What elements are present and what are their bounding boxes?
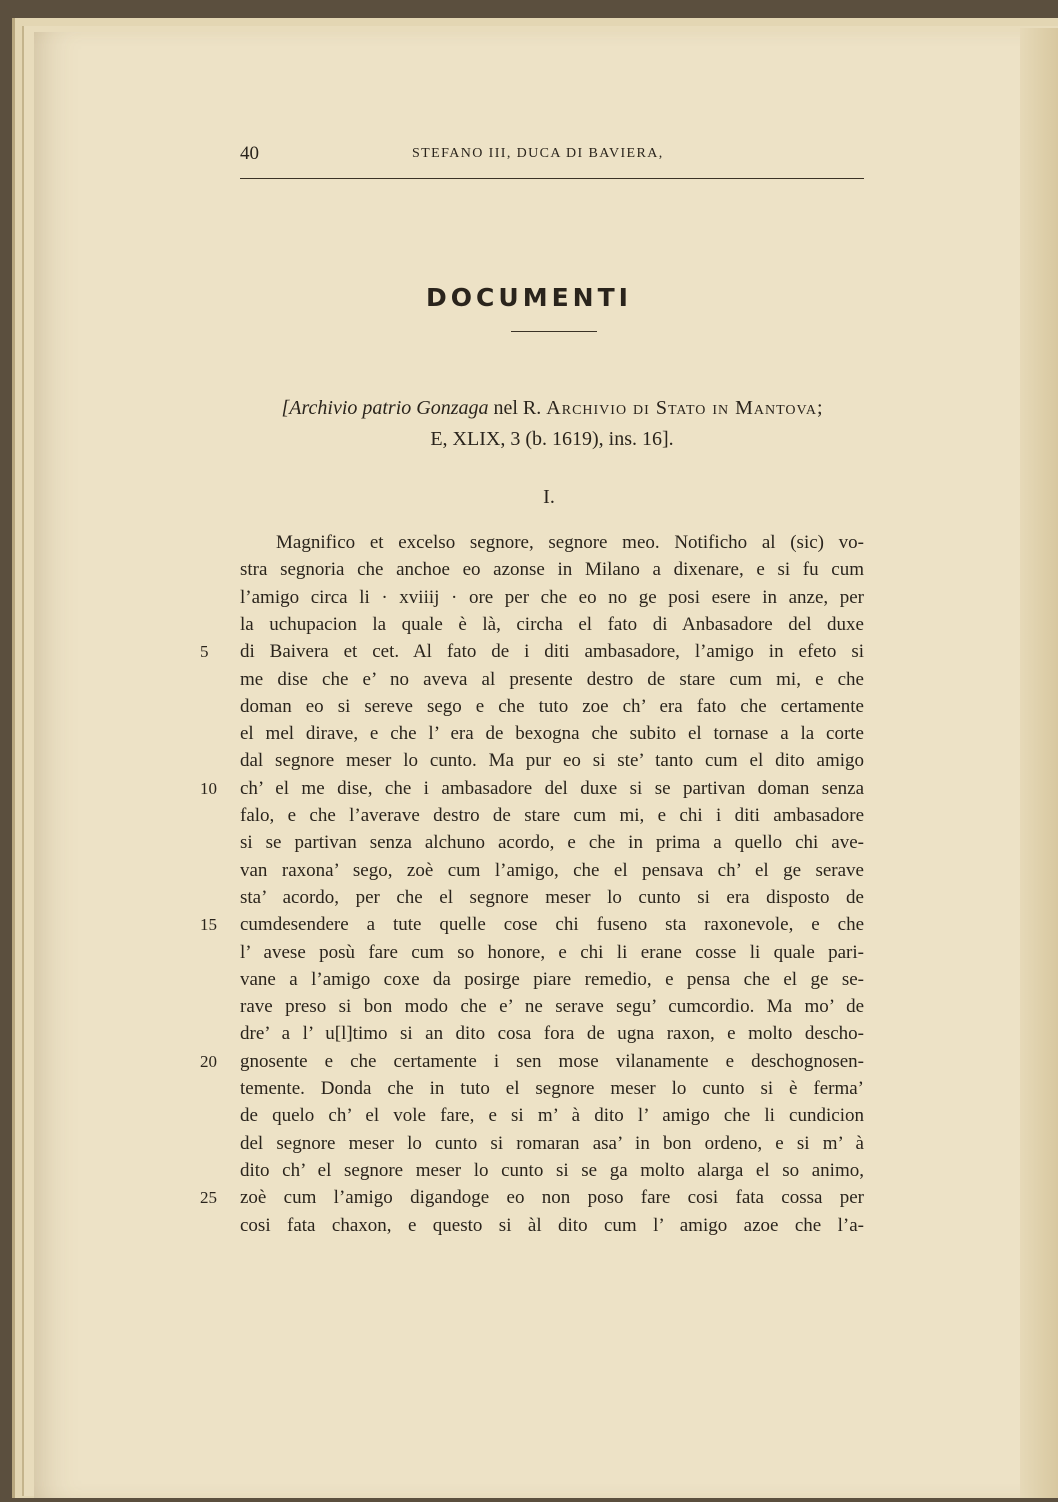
header-rule bbox=[240, 178, 864, 179]
body-text-line: vane a l’amigo coxe da posirge piare remedio, e pensa che el ge se- bbox=[240, 968, 864, 990]
section-title: DOCUMENTI bbox=[426, 283, 632, 312]
source-punct: ; bbox=[816, 397, 823, 419]
body-text-line: si se partivan senza alchuno acordo, e che in prima a quello chi ave- bbox=[240, 832, 864, 854]
body-text-line: l’amigo circa li · xviiij · ore per che eo no ge posi esere in anze, per bbox=[240, 586, 864, 608]
line-number: 25 bbox=[200, 1188, 217, 1208]
body-text-line: doman eo si sereve sego e che tuto zoe ch’ era fato che certamente bbox=[240, 695, 864, 717]
body-text-line: falo, e che l’averave destro de stare cum mi, e chi i diti ambasadore bbox=[240, 805, 864, 826]
running-head-title: STEFANO III, DUCA DI BAVIERA, bbox=[412, 146, 664, 161]
body-text-line: rave preso si bon modo che e’ ne serave segu’ cumcordio. Ma mo’ de bbox=[240, 996, 864, 1018]
line-number: 10 bbox=[200, 778, 217, 798]
page-gutter-edge bbox=[1020, 28, 1058, 1498]
title-rule bbox=[511, 331, 597, 332]
body-text-line: dal segnore meser lo cunto. Ma pur eo si ste’ tanto cum el dito amigo bbox=[240, 750, 864, 772]
body-text-line: l’ avese posù fare cum so honore, e chi li erane cosse li quale pari- bbox=[240, 941, 864, 963]
page-number: 40 bbox=[240, 143, 259, 164]
body-text-line: stra segnoria che anchoe eo azonse in Milano a dixenare, e si fu cum bbox=[240, 559, 864, 581]
body-text-line: sta’ acordo, per che el segnore meser lo cunto si era disposto de bbox=[240, 886, 864, 908]
line-number: 5 bbox=[200, 642, 209, 662]
body-text-line: la uchupacion la quale è là, circha el fato di Anbasadore del duxe bbox=[240, 613, 864, 635]
body-text-line: el mel dirave, e che l’ era de bexogna che subito el tornase a la corte bbox=[240, 723, 864, 745]
line-number: 15 bbox=[200, 915, 217, 935]
source-citation-line-1 bbox=[240, 397, 864, 420]
body-text-line: van raxona’ sego, zoè cum l’amigo, che el pensava ch’ el ge serave bbox=[240, 859, 864, 881]
source-citation-line-2: E, XLIX, 3 (b. 1619), ins. 16]. bbox=[430, 428, 674, 450]
body-text-line: Magnifico et excelso segnore, segnore meo. Notificho al (sic) vo- bbox=[276, 532, 864, 553]
source-connector: nel R. bbox=[488, 397, 547, 419]
document-numeral: I. bbox=[543, 486, 555, 508]
body-text-line: ch’ el me dise, che i ambasadore del duxe si se partivan doman senza bbox=[240, 777, 864, 799]
running-header bbox=[240, 143, 864, 167]
body-text-line: me dise che e’ no aveva al presente destro de stare cum mi, e che bbox=[240, 668, 864, 690]
body-text-line: temente. Donda che in tuto el segnore meser lo cunto si è ferma’ bbox=[240, 1078, 864, 1099]
source-archive-name: [Archivio patrio Gonzaga bbox=[281, 397, 489, 419]
body-text-line: de quelo ch’ el vole fare, e si m’ à dito l’ amigo che li cundicion bbox=[240, 1105, 864, 1127]
body-text-line: dre’ a l’ u[l]timo si an dito cosa fora de ugna raxon, e molto descho- bbox=[240, 1023, 864, 1045]
source-state-archive: Archivio di Stato in Mantova bbox=[546, 397, 817, 419]
body-text-line: cumdesendere a tute quelle cose chi fuseno sta raxonevole, e che bbox=[240, 914, 864, 936]
body-text-line: zoè cum l’amigo digandoge eo non poso fare cosi fata cossa per bbox=[240, 1187, 864, 1209]
line-number: 20 bbox=[200, 1051, 217, 1071]
body-text-line: gnosente e che certamente i sen mose vilanamente e deschognosen- bbox=[240, 1050, 864, 1072]
body-text-line: dito ch’ el segnore meser lo cunto si se ga molto alarga el so animo, bbox=[240, 1159, 864, 1181]
body-text-line: di Baivera et cet. Al fato de i diti ambasadore, l’amigo in efeto si bbox=[240, 641, 864, 663]
body-text-line: cosi fata chaxon, e questo si àl dito cum l’ amigo azoe che l’a- bbox=[240, 1214, 864, 1236]
body-text-line: del segnore meser lo cunto si romaran asa’ in bon ordeno, e si m’ à bbox=[240, 1132, 864, 1154]
